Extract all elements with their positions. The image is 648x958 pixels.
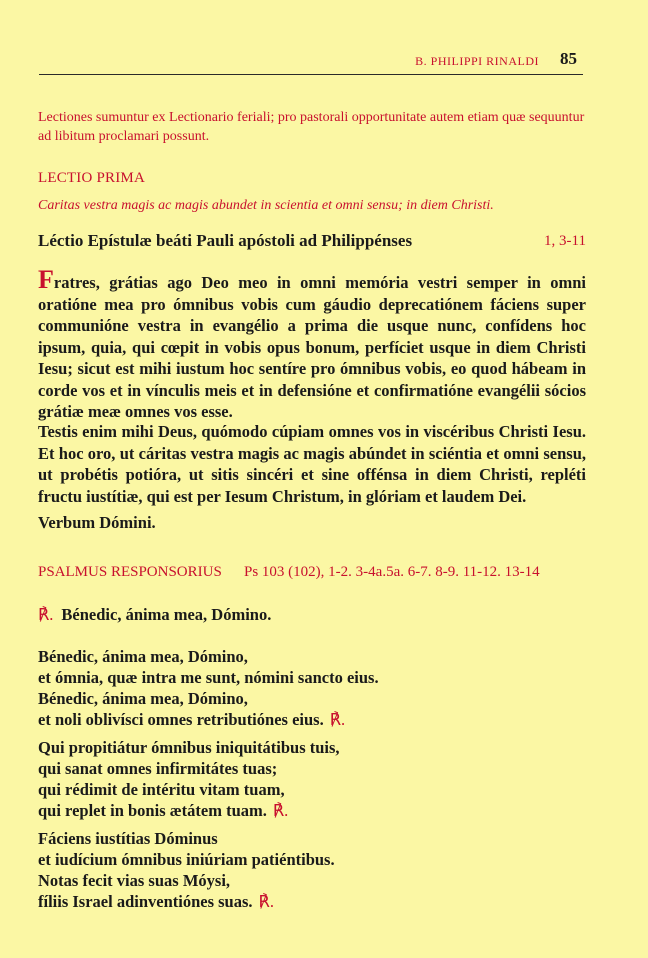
psalm-stanza-2 xyxy=(38,737,586,821)
response-symbol: ℟. xyxy=(258,892,274,911)
stanza-line xyxy=(38,709,586,730)
stanza-line: et ómnia, quæ intra me sunt, nómini sancto eius. xyxy=(38,668,379,687)
stanza-line: Bénedic, ánima mea, Dómino, xyxy=(38,689,248,708)
stanza-line: Fáciens iustítias Dóminus xyxy=(38,829,218,848)
response-text: Bénedic, ánima mea, Dómino. xyxy=(61,605,272,624)
stanza-line: qui rédimit de intéritu vitam tuam, xyxy=(38,780,285,799)
stanza-line-text: fíliis Israel adinventiónes suas. xyxy=(38,892,253,911)
page-number: 85 xyxy=(560,49,577,68)
psalm-response xyxy=(38,605,271,625)
stanza-line: Qui propitiátur ómnibus iniquitátibus tuis, xyxy=(38,738,340,757)
reading-antiphon: Caritas vestra magis ac magis abundet in scientia et omni sensu; in diem Christi. xyxy=(38,198,494,213)
stanza-line xyxy=(38,800,586,821)
stanza-line: Notas fecit vias suas Móysi, xyxy=(38,871,231,890)
reading-closing: Verbum Dómini. xyxy=(38,513,156,532)
page-header xyxy=(39,46,583,75)
reading-title: Léctio Epístulæ beáti Pauli apóstoli ad Philippénses xyxy=(38,231,413,250)
reading-paragraph-1 xyxy=(38,265,586,423)
response-symbol: ℟. xyxy=(272,801,289,820)
stanza-line-text: et noli oblivísci omnes retributiónes eius. xyxy=(38,710,324,729)
psalm-reference: Ps 103 (102), 1-2. 3-4a.5a. 6-7. 8-9. 11-12. 13-14 xyxy=(244,564,540,580)
reading-paragraph-2: Testis enim mihi Deus, quómodo cúpiam omnes vos in viscéribus Christi Iesu. Et hoc oro, ut cáritas vestra magis ac magis abúndet in sciéntia et omni sensu, ut probétis potióra, ut sitis sincéri et sine offénsa in diem Christi, repléti fructu iustítiæ, qui est per Iesum Christum, in glóriam et laudem Dei. xyxy=(38,422,586,506)
stanza-line: et iudícium ómnibus iniúriam patiéntibus. xyxy=(38,850,335,869)
paragraph-1-text: ratres, grátias ago Deo meo in omni memória vestri semper in omni oratióne mea pro ómnibus vobis cum gáudio deprecatiónem fáciens super communióne vestra in evangélio a prima die usque nunc, confídens hoc ipsum, quia, qui cœpit in vobis opus bonum, perfíciet usque in diem Christi Iesu; sicut est mihi iustum hoc sentíre pro ómnibus vobis, eo quod hábeam in corde vos et in vínculis meis et in defensióne et confirmatióne evangélii sócios grátiæ meæ omnes vos esse. xyxy=(38,273,586,421)
psalm-stanza-1 xyxy=(38,646,586,730)
psalm-stanza-3 xyxy=(38,828,586,912)
psalm-label: PSALMUS RESPONSORIUS xyxy=(38,564,222,580)
first-reading-label: LECTIO PRIMA xyxy=(38,170,145,186)
drop-cap: F xyxy=(38,265,54,294)
stanza-line: qui sanat omnes infirmitátes tuas; xyxy=(38,759,278,778)
response-symbol: ℟. xyxy=(38,605,54,624)
rubric-note: Lectiones sumuntur ex Lectionario feriali; pro pastorali opportunitate autem etiam quæ sequuntur ad libitum proclamari possunt. xyxy=(38,110,585,144)
stanza-line-text: qui replet in bonis ætátem tuam. xyxy=(38,801,267,820)
stanza-line: Bénedic, ánima mea, Dómino, xyxy=(38,647,248,666)
response-symbol: ℟. xyxy=(329,710,346,729)
reading-reference: 1, 3-11 xyxy=(544,233,586,249)
stanza-line xyxy=(38,891,586,912)
psalm-header xyxy=(38,564,586,581)
running-head: B. PHILIPPI RINALDI xyxy=(415,54,539,68)
